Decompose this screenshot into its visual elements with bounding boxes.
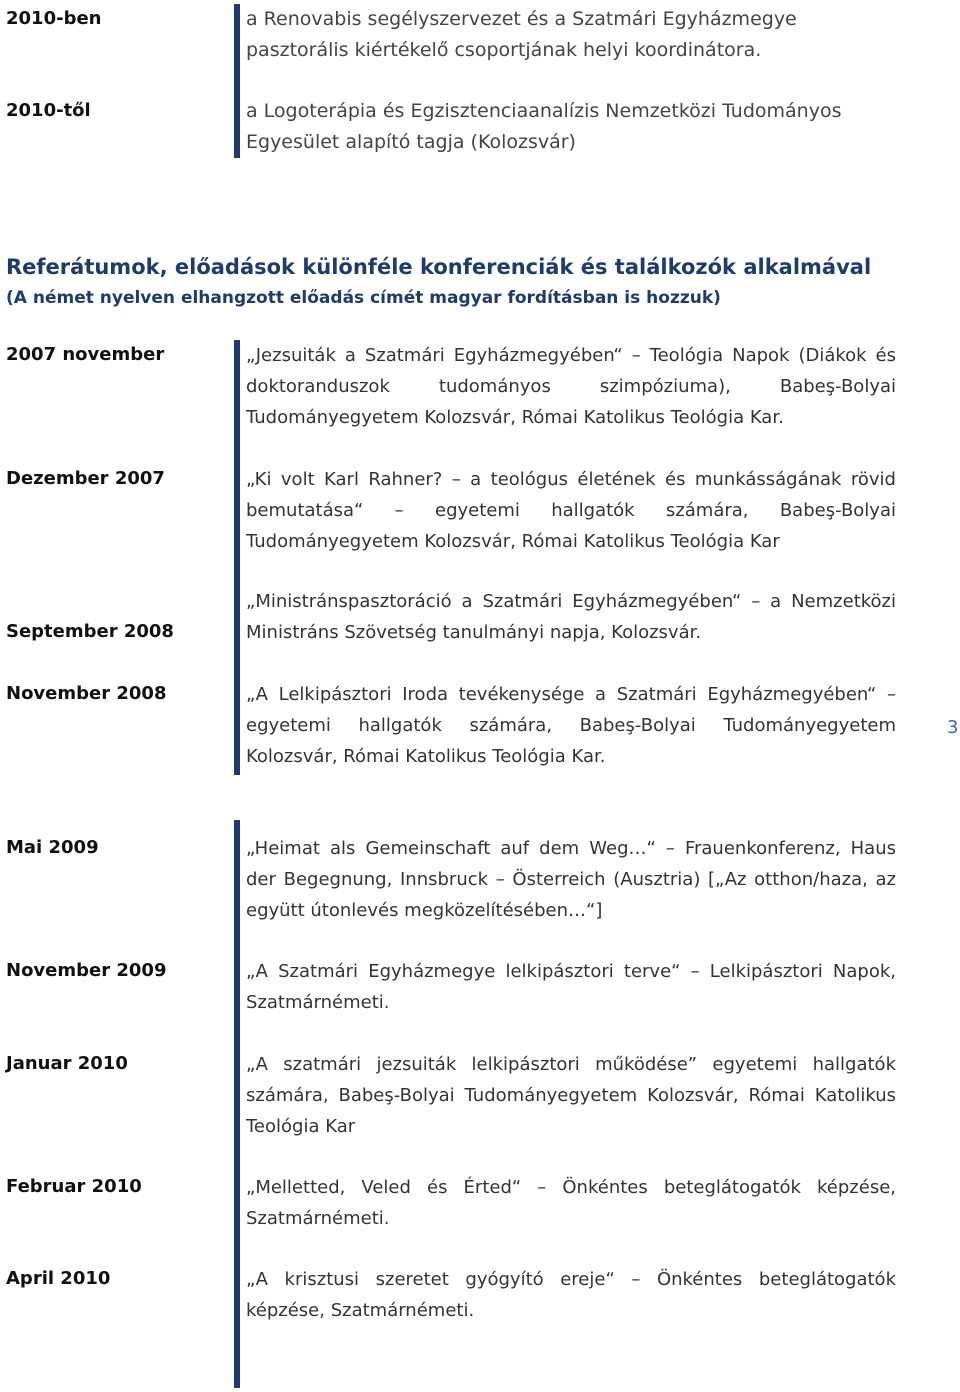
entry-text: „A krisztusi szeretet gyógyító ereje“ – Önkéntes beteglátogatók képzése, Szatmárnémeti. bbox=[246, 1269, 896, 1321]
timeline-rule-bottom bbox=[234, 820, 240, 1388]
entry-date: 2007 november bbox=[6, 344, 165, 365]
entry-text: „Ki volt Karl Rahner? – a teológus életének és munkásságának rövid bemutatása“ – egyetemi hallgatók számára, Babeş-Bolyai Tudományegyetem Kolozsvár, Római Katolikus Teológia Kar bbox=[246, 469, 896, 552]
entry-date: Februar 2010 bbox=[6, 1176, 142, 1197]
entry-text: „Ministránspasztoráció a Szatmári Egyházmegyében“ – a Nemzetközi Ministráns Szövetség tanulmányi napja, Kolozsvár. bbox=[246, 591, 896, 643]
entry-date: 2010-ben bbox=[6, 8, 102, 29]
section-title: Referátumok, előadások különféle konferenciák és találkozók alkalmával bbox=[6, 255, 872, 279]
entry-date: September 2008 bbox=[6, 621, 174, 642]
entry-date: April 2010 bbox=[6, 1268, 111, 1289]
entry-date: Januar 2010 bbox=[6, 1053, 128, 1074]
entry-date: Mai 2009 bbox=[6, 837, 99, 858]
entry-date: 2010-től bbox=[6, 100, 91, 121]
entry-text: a Renovabis segélyszervezet és a Szatmári Egyházmegye pasztorális kiértékelő csoportjának helyi koordinátora. bbox=[246, 8, 797, 61]
entry-date: November 2009 bbox=[6, 960, 167, 981]
entry-text: „A Szatmári Egyházmegye lelkipásztori terve“ – Lelkipásztori Napok, Szatmárnémeti. bbox=[246, 961, 896, 1013]
page-number: 3 bbox=[947, 717, 959, 738]
entry-text: „A Lelkipásztori Iroda tevékenysége a Szatmári Egyházmegyében“ – egyetemi hallgatók számára, Babeş-Bolyai Tudományegyetem Kolozsvár, Római Katolikus Teológia Kar. bbox=[246, 684, 896, 767]
entry-text: „Jezsuiták a Szatmári Egyházmegyében“ – Teológia Napok (Diákok és doktoranduszok tudományos szimpóziuma), Babeş-Bolyai Tudományegyetem Kolozsvár, Római Katolikus Teológia Kar. bbox=[246, 345, 896, 428]
section-subtitle: (A német nyelven elhangzott előadás címét magyar fordításban is hozzuk) bbox=[6, 288, 721, 308]
entry-text: „Melletted, Veled és Érted“ – Önkéntes beteglátogatók képzése, Szatmárnémeti. bbox=[246, 1177, 896, 1229]
entry-date: November 2008 bbox=[6, 683, 167, 704]
entry-date: Dezember 2007 bbox=[6, 468, 165, 489]
timeline-rule-middle bbox=[234, 340, 240, 775]
entry-text: „A szatmári jezsuiták lelkipásztori működése” egyetemi hallgatók számára, Babeş-Bolyai Tudományegyetem Kolozsvár, Római Katolikus Teológia Kar bbox=[246, 1054, 896, 1137]
timeline-rule-top bbox=[234, 4, 240, 158]
entry-text: „Heimat als Gemeinschaft auf dem Weg…“ – Frauenkonferenz, Haus der Begegnung, Innsbruck – Österreich (Ausztria) [„Az otthon/haza, az együtt útonlevés megközelítésében…“] bbox=[246, 838, 896, 921]
entry-text: a Logoterápia és Egzisztenciaanalízis Nemzetközi Tudományos Egyesület alapító tagja (Kolozsvár) bbox=[246, 100, 842, 153]
